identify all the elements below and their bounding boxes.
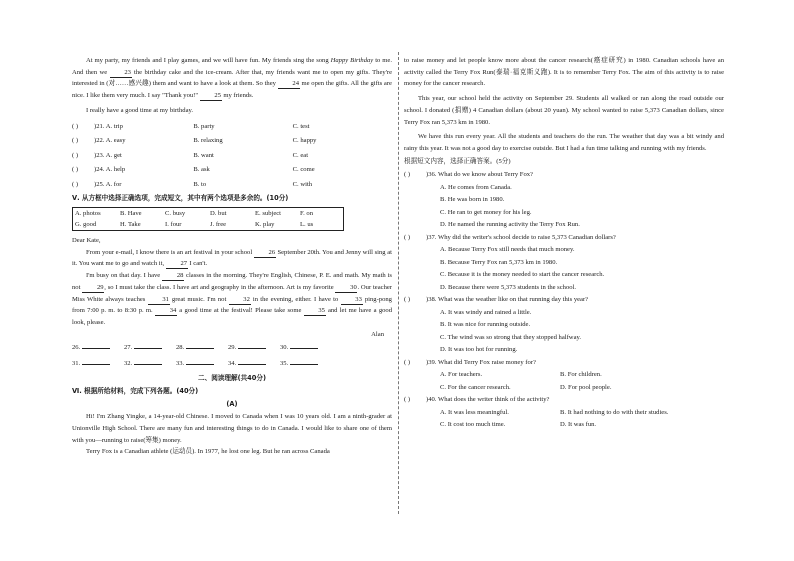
answer-label: 34.: [228, 360, 237, 368]
reading-instruction: 根据短文内容，选择正确答案。(5分): [404, 157, 511, 165]
answer-paren[interactable]: ( ): [72, 137, 79, 145]
reading-question-37[interactable]: [404, 232, 724, 295]
question-stem: [404, 394, 724, 407]
question-stem: [404, 294, 724, 307]
option-pair: [404, 419, 724, 432]
answer-label: 35.: [280, 360, 289, 368]
answer-label: 31.: [72, 360, 81, 368]
question-text: )39. What did Terry Fox raise money for?: [426, 358, 536, 366]
answer-label: 27.: [124, 344, 133, 352]
text: classes in the morning. They're English, Chinese, P. E. and math. My math is not: [72, 272, 392, 291]
answer-paren[interactable]: ( ): [72, 122, 79, 130]
answer-slot-34[interactable]: [228, 356, 280, 372]
option-c: C. The wind was so strong that they stopped halfway.: [440, 333, 582, 341]
box-option: L. us: [300, 221, 314, 229]
box-option: J. free: [210, 221, 227, 229]
option-a: A. It was less meaningful.: [440, 408, 509, 416]
option-c: C. come: [292, 166, 315, 174]
answer-slot-35[interactable]: [280, 356, 332, 372]
answer-slot-27[interactable]: [124, 340, 176, 356]
answer-label: 33.: [176, 360, 185, 368]
reading-question-39[interactable]: [404, 357, 724, 395]
option-c: C. It cost too much time.: [440, 421, 506, 429]
answer-slot-32[interactable]: [124, 356, 176, 372]
answer-line[interactable]: [290, 364, 318, 365]
cloze-paragraph-2: I really have a good time at my birthday.: [86, 106, 194, 114]
option-a: A. Because Terry Fox still needs that much money.: [440, 246, 575, 254]
text: a good time at the festival! Please take some: [176, 307, 304, 315]
passage-paragraph-2: Terry Fox is a Canadian athlete (运动员). In 1977, he lost one leg. But he ran across Canada: [86, 448, 330, 456]
text: I'm busy on that day. I have: [86, 272, 163, 280]
salutation: Dear Kate,: [72, 237, 101, 245]
blank-28: 28: [162, 271, 184, 281]
answer-paren[interactable]: ( ): [72, 166, 79, 174]
option-d: D. Because there were 5,373 students in the school.: [440, 283, 577, 291]
answer-slot-33[interactable]: [176, 356, 228, 372]
blank-24: 24: [278, 79, 300, 89]
answer-slot-30[interactable]: [280, 340, 332, 356]
answer-row-2: [72, 356, 392, 372]
option-a: )21. A. trip: [94, 122, 123, 130]
option-b: B. relaxing: [193, 137, 223, 145]
blank-35: 35: [304, 306, 326, 316]
song-title: Happy Birthday: [330, 57, 374, 64]
option-a: A. He comes from Canada.: [440, 183, 512, 191]
blank-30: 30: [335, 283, 357, 293]
answer-line[interactable]: [238, 364, 266, 365]
option-b: B. For children.: [560, 371, 602, 379]
passage-paragraph-1: Hi! I'm Zhang Yingke, a 14-year-old Chinese. I moved to Canada when I was 10 years old. I am a ninth-grader at Unionville High School. There are many fun and interesting things to do in Canada. I would like to share one of them with you—running to raise(筹集) money.: [72, 413, 392, 444]
cloze-paragraph-1: [72, 55, 392, 102]
question-stem: [404, 357, 724, 370]
option-c: C. Because it is the money needed to start the cancer research.: [440, 271, 605, 279]
passage-paragraph-5: We have this run every year. All the students and teachers do the run. The weather that day was a bit windy and rainy this year. It was not a good day to exercise outside. But I had a fun time talking and running with my friends.: [404, 133, 724, 152]
column-divider: [398, 52, 399, 514]
option-c: C. He ran to get money for his leg.: [440, 208, 532, 216]
option-b: B. It had nothing to do with their studies.: [560, 408, 669, 416]
option-b: B. Because Terry Fox ran 5,373 km in 1980.: [440, 258, 558, 266]
text: ping-pong from 7:00 p. m. to 8:30 p. m.: [72, 295, 392, 315]
text: September 20th. You and Jenny will sing at it. You want me to go and watch it,: [72, 248, 392, 268]
blank-29: 29: [82, 283, 104, 293]
answer-slot-26[interactable]: [72, 340, 124, 356]
option-c: C. eat: [292, 151, 309, 159]
box-option: E. subject: [255, 210, 282, 218]
text: I can't.: [187, 260, 208, 268]
option-c: C. happy: [292, 137, 317, 145]
question-stem: [404, 169, 724, 182]
answer-paren[interactable]: ( ): [404, 358, 411, 366]
right-column: [404, 55, 724, 432]
text: At my party, my friends and I play games, and we will have fun. My friends sing the song: [86, 57, 331, 64]
answer-line[interactable]: [186, 364, 214, 365]
answer-slot-28[interactable]: [176, 340, 228, 356]
box-option: K. play: [255, 221, 275, 229]
option-d: D. It was fun.: [560, 421, 597, 429]
answer-label: 32.: [124, 360, 133, 368]
option-d: D. It was too hot for running.: [440, 346, 518, 354]
passage-label: (A): [226, 400, 238, 409]
answer-line[interactable]: [186, 348, 214, 349]
option-a: )22. A. easy: [94, 137, 126, 145]
blank-32: 32: [229, 295, 251, 305]
text: great music. I'm not: [169, 295, 229, 303]
answer-paren[interactable]: ( ): [404, 233, 411, 241]
option-box: [72, 207, 344, 231]
passage-paragraph-4: This year, our school held the activity on September 29. Students all walked or ran along the road outside our school. I donated (捐赠) 4 Canadian dollars (about 20 yuan). My school wanted to raise 5,373 Canadian dollars, since Terry Fox ran 5,373 km in 1980.: [404, 95, 724, 126]
option-pair: [404, 382, 724, 395]
answer-paren[interactable]: ( ): [404, 171, 411, 179]
blank-23: 23: [110, 68, 132, 78]
blank-25: 25: [200, 91, 222, 101]
passage-paragraph-3: to raise money and let people know more about the cancer research(癌症研究) in 1980. Canadian schools have an activity called the Terry Fox Run(泰瑞·福克斯义跑). It is to remember Terry Fox. The aim of this activity is to raise money for the cancer research.: [404, 57, 724, 88]
reading-question-40[interactable]: [404, 394, 724, 432]
question-text: )37. Why did the writer's school decide to raise 5,373 Canadian dollars?: [426, 233, 616, 241]
mc-question-22[interactable]: [72, 134, 392, 149]
box-option: C. busy: [165, 210, 186, 218]
blank-33: 33: [341, 295, 363, 305]
part-2-title: 二、阅读理解(共40分): [198, 374, 266, 383]
box-option: A. photos: [75, 210, 101, 218]
answer-row-1: [72, 340, 392, 356]
option-a: A. For teachers.: [440, 371, 483, 379]
box-option: B. Have: [120, 210, 142, 218]
letter-paragraph-2: [72, 270, 392, 329]
text: to me. And then we: [72, 57, 392, 76]
answer-line[interactable]: [82, 348, 110, 349]
answer-label: 29.: [228, 344, 237, 352]
mc-question-list: [72, 120, 392, 193]
letter-paragraph-1: [72, 247, 392, 270]
option-c: C. with: [292, 180, 313, 188]
option-b: B. It was nice for running outside.: [440, 321, 531, 329]
answer-line[interactable]: [134, 348, 162, 349]
option-b: B. party: [193, 122, 215, 130]
question-text: )36. What do we know about Terry Fox?: [426, 171, 533, 179]
mc-question-24[interactable]: [72, 163, 392, 178]
answer-slot-29[interactable]: [228, 340, 280, 356]
blank-34: 34: [155, 306, 177, 316]
box-option: H. Take: [120, 221, 141, 229]
text: in the evening, either. I have to: [250, 295, 341, 303]
option-c: C. test: [292, 122, 310, 130]
option-c: C. For the cancer research.: [440, 383, 511, 391]
option-a: )24. A. help: [94, 166, 126, 174]
question-text: )38. What was the weather like on that running day this year?: [426, 296, 589, 304]
answer-label: 26.: [72, 344, 81, 352]
answer-line[interactable]: [82, 364, 110, 365]
answer-line[interactable]: [238, 348, 266, 349]
text: the birthday cake and the ice-cream. After that, my friends want me to open my gifts. They're interested in (对……感兴趣) them and want to have a look at them. So they: [72, 68, 393, 88]
section-5-title: Ⅴ. 从方框中选择正确选项，完成短文，其中有两个选项是多余的。(10分): [72, 194, 289, 203]
answer-paren[interactable]: ( ): [72, 180, 79, 188]
box-option: I. four: [165, 221, 182, 229]
option-pair: [404, 407, 724, 420]
answer-line[interactable]: [290, 348, 318, 349]
answer-label: 30.: [280, 344, 289, 352]
question-text: )40. What does the writer think of the activity?: [426, 396, 550, 404]
question-stem: [404, 232, 724, 245]
answer-slot-31[interactable]: [72, 356, 124, 372]
mc-question-25[interactable]: [72, 178, 392, 193]
option-a: )23. A. get: [94, 151, 122, 159]
text: , so I must take the class. I have art and geography in the afternoon. Art is my favorite: [104, 283, 336, 291]
option-a: )25. A. for: [94, 180, 122, 188]
answer-paren[interactable]: ( ): [72, 151, 79, 159]
blank-26: 26: [254, 248, 276, 258]
blank-27: 27: [166, 259, 188, 269]
mc-question-21[interactable]: [72, 120, 392, 135]
box-option: D. but: [210, 210, 227, 218]
answer-label: 28.: [176, 344, 185, 352]
signature: Alan: [371, 330, 384, 338]
reading-question-36[interactable]: [404, 169, 724, 232]
blank-31: 31: [148, 295, 170, 305]
answer-paren[interactable]: ( ): [404, 396, 411, 404]
option-d: D. For pool people.: [560, 383, 612, 391]
option-b: B. want: [193, 151, 214, 159]
option-b: B. ask: [193, 166, 210, 174]
option-pair: [404, 369, 724, 382]
left-column: [72, 55, 392, 458]
text: From your e-mail, I know there is an art festival in your school: [86, 248, 254, 256]
box-option: G. good: [75, 221, 97, 229]
text: and let me have a good look, please.: [72, 307, 393, 326]
option-b: B. He was born in 1980.: [440, 196, 505, 204]
text: me open the gifts. All the gifts are nice. I like them very much. I say "Thank you!": [72, 80, 392, 100]
option-b: B. to: [193, 180, 207, 188]
option-a: A. It was windy and rained a little.: [440, 308, 532, 316]
answer-line[interactable]: [134, 364, 162, 365]
text: . Our teacher Miss White always teaches: [72, 283, 393, 303]
option-d: D. He named the running activity the Terry Fox Run.: [440, 221, 580, 229]
reading-question-38[interactable]: [404, 294, 724, 357]
section-6-title: Ⅵ. 根据所给材料，完成下列各题。(40分): [72, 387, 199, 396]
text: my friends.: [221, 92, 254, 100]
answer-paren[interactable]: ( ): [404, 296, 411, 304]
mc-question-23[interactable]: [72, 149, 392, 164]
box-option: F. on: [300, 210, 314, 218]
